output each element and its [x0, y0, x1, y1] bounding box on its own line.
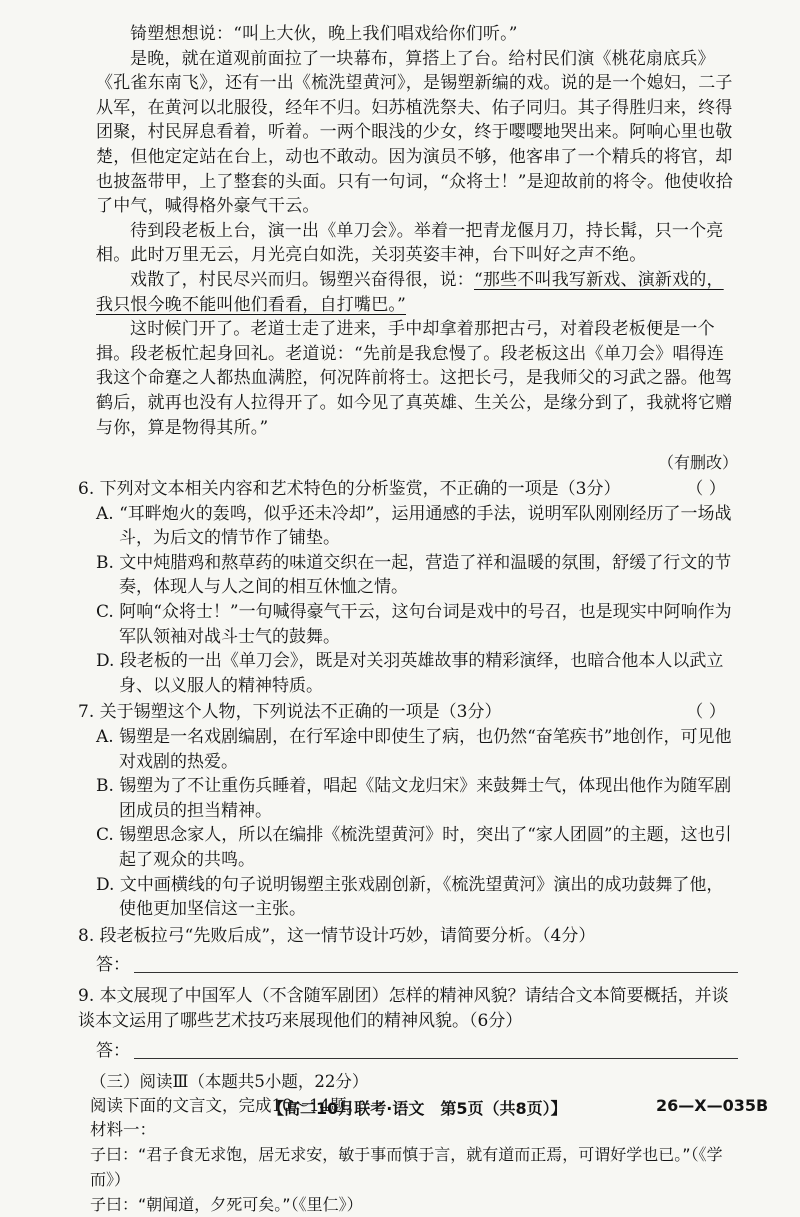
underlined-sentence: “那些不叫我写新戏、演新戏的，我只恨今晚不能叫他们看看，自打嘴巴。” [96, 269, 724, 315]
passage-paragraph-2: 是晚，就在道观前面拉了一块幕布，算搭上了台。给村民们演《桃花扇底兵》《孔雀东南飞》，还有一出《梳洗望黄河》，是锡塑新编的戏。说的是一个媳妇，二子从军，在黄河以北服役，经年不归。妇苏植洗祭夫、佑子同归。其子得胜归来，终得团聚，村民屏息看着，听着。一两个眼浅的少女，终于嘤嘤地哭出来。阿响心里也敬楚，但他定定站在台上，动也不敢动。因为演员不够，他客串了一个精兵的将官，却也披盔带甲，上了整套的头面。只有一句词，“众将士！”是迎故前的将令。他使收拾了中气，喊得格外豪气干云。 [96, 48, 733, 217]
question-8-answer [96, 952, 738, 978]
question-7 [78, 700, 738, 725]
passage-paragraph-3: 待到段老板上台，演一出《单刀会》。举着一把青龙偃月刀，持长髯，只一个亮相。此时万里无云，月光亮白如洗，关羽英姿丰神，台下叫好之声不绝。 [96, 220, 724, 266]
passage-paragraph-4 [96, 268, 738, 317]
question-7-option-c: C. 锡塑思念家人，所以在编排《梳洗望黄河》时，突出了“家人团圆”的主题，这也引起了观众的共鸣。 [96, 825, 732, 870]
question-6-option-c: C. 阿响“众将士！”一句喊得豪气干云，这句台词是戏中的号召，也是现实中阿响作为军队领袖对战斗士气的鼓舞。 [96, 602, 732, 647]
question-6-option-a: A. “耳畔炮火的轰鸣，似乎还未冷却”，运用通感的手法，说明军队刚刚经历了一场战斗，为后文的情节作了铺垫。 [96, 503, 732, 549]
question-7-option-a: A. 锡塑是一名戏剧编剧，在行军途中即使生了病，也仍然“奋笔疾书”地创作，可见他对戏剧的热爱。 [96, 727, 732, 772]
question-9-stem: 9. 本文展现了中国军人（不含随军剧团）怎样的精神风貌？请结合文本简要概括，并谈谈本文运用了哪些艺术技巧来展现他们的精神风貌。（6分） [78, 986, 729, 1031]
passage-paragraph-1: 锜塑想想说：“叫上大伙，晚上我们唱戏给你们听。” [130, 24, 518, 44]
question-9-answer-label: 答： [96, 1040, 130, 1061]
question-6-stem: 6. 下列对文本相关内容和艺术特色的分析鉴赏，不正确的一项是（3分） [78, 479, 621, 500]
question-8 [78, 924, 738, 949]
paragraph-4-text: 戏散了，村民尽兴而归。锡塑兴奋得很，说： [130, 269, 474, 290]
analects-quote-2: 子曰：“朝闻道，夕死可矣。”（《里仁》） [90, 1194, 363, 1214]
question-6-option-b: B. 文中炖腊鸡和熬草药的味道交织在一起，营造了祥和温暖的氛围，舒缓了行文的节奏，体现人与人之间的相互休恤之情。 [96, 552, 732, 598]
question-8-answer-line[interactable] [134, 952, 738, 973]
question-9-answer-line[interactable] [134, 1038, 738, 1059]
question-6-option-d: D. 段老板的一出《单刀会》，既是对关羽英雄故事的精彩演绎，也暗合他本人以武立身、以义服人的精神特质。 [96, 651, 724, 696]
section-3-instruction: 阅读下面的文言文，完成10～14题。 [90, 1095, 363, 1115]
question-8-stem: 8. 段老板拉弓“先败后成”，这一情节设计巧妙，请简要分析。（4分） [78, 925, 596, 946]
passage-paragraph-5: 这时候门开了。老道士走了进来，手中却拿着那把古弓，对着段老板便是一个揖。段老板忙起身回礼。老道说：“先前是我怠慢了。段老板这出《单刀会》唱得连我这个命蹇之人都热血满腔，何况阵前将士。这把长弓，是我师父的习武之器。他驾鹤后，就再也没有人拉得开了。如今见了真英雄、生关公，是缘分到了，我就将它赠与你，算是物得其所。” [96, 319, 733, 438]
footer-exam-info: 【高二10月联考·语文 第5页（共8页）】 [268, 1099, 567, 1118]
question-7-answer-bracket[interactable]: （ ） [686, 702, 726, 723]
question-9-answer [96, 1038, 738, 1064]
question-6-answer-bracket[interactable]: （ ） [686, 479, 726, 500]
question-7-option-d: D. 文中画横线的句子说明锡塑主张戏剧创新，《梳洗望黄河》演出的成功鼓舞了他，使他更加坚信这一主张。 [96, 874, 724, 920]
material-1-label: 材料一： [90, 1119, 156, 1139]
section-3-title: （三）阅读Ⅲ（本题共5小题，22分） [90, 1071, 369, 1091]
footer-paper-code: 26—X—035B [656, 1096, 769, 1115]
question-8-answer-label: 答： [96, 955, 130, 976]
question-7-option-b: B. 锡塑为了不让重伤兵睡着，唱起《陆文龙归宋》来鼓舞士气，体现出他作为随军剧团成员的担当精神。 [96, 776, 732, 821]
question-9 [78, 984, 738, 1033]
question-7-stem: 7. 关于锡塑这个人物，下列说法不正确的一项是（3分） [78, 702, 502, 723]
edit-note: （有删改） [657, 453, 738, 473]
question-6 [78, 477, 738, 502]
analects-quote-1: 子曰：“君子食无求饱，居无求安，敏于事而慎于言，就有道而正焉，可谓好学也已。”（《学而》） [90, 1144, 723, 1189]
